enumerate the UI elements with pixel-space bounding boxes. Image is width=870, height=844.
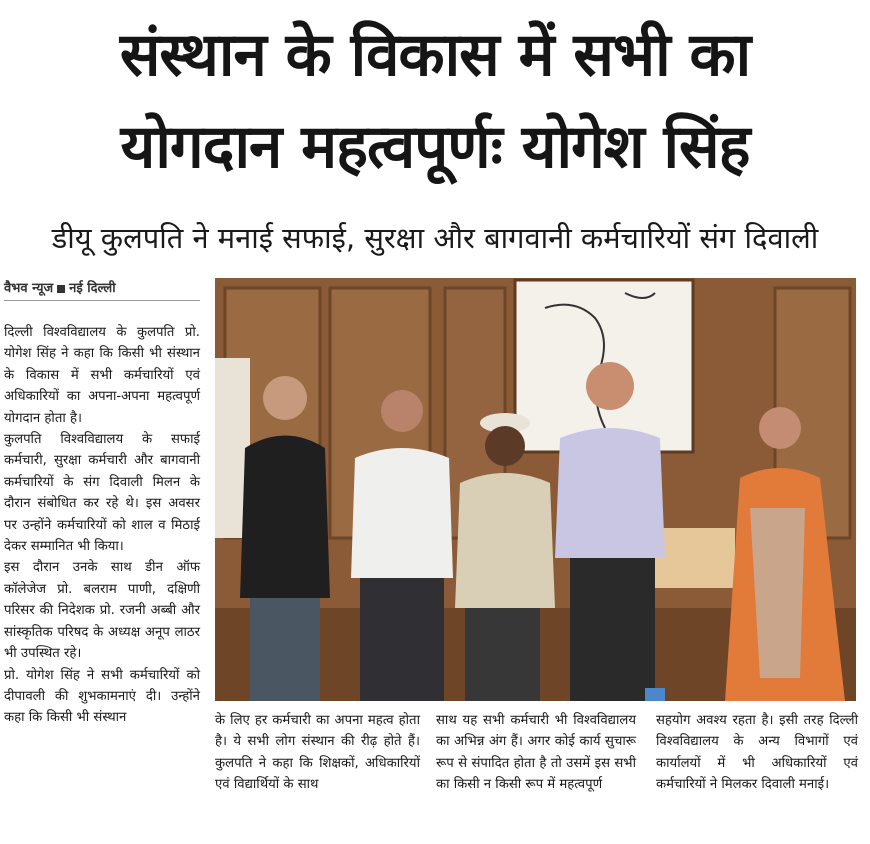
news-photo (215, 278, 856, 701)
headline-line-2: योगदान महत्वपूर्णः योगेश सिंह (120, 112, 750, 182)
article-column-2: के लिए हर कर्मचारी का अपना महत्व होता है। ये सभी लोग संस्थान की रीढ़ होते हैं। कुलपति ने कहा कि शिक्षकों, अधिकारियों एवं विद्यार्थियों के साथ (215, 713, 420, 793)
byline-agency: वैभव न्यूज (4, 281, 54, 296)
subheadline: डीयू कुलपति ने मनाई सफाई, सुरक्षा और बागवानी कर्मचारियों संग दिवाली (51, 221, 819, 255)
separator-square-icon (57, 285, 65, 293)
byline-place: नई दिल्ली (69, 281, 116, 296)
article-column-4: सहयोग अवश्य रहता है। इसी तरह दिल्ली विश्वविद्यालय के अन्य विभागों एवं कार्यालयों में भी अधिकारियों एवं कर्मचारियों ने मिलकर दिवाली मनाई। (656, 713, 858, 793)
photo-illustration (215, 278, 856, 701)
article-column-1 (4, 322, 200, 729)
article-paragraph: इस दौरान उनके साथ डीन ऑफ कॉलेजेज प्रो. बलराम पाणी, दक्षिणी परिसर की निदेशक प्रो. रजनी अब्बी और सांस्कृतिक परिषद के अध्यक्ष अनूप लाठर भी उपस्थित रहे। (4, 560, 200, 662)
article-paragraph: दिल्ली विश्वविद्यालय के कुलपति प्रो. योगेश सिंह ने कहा कि किसी भी संस्थान के विकास में सभी कर्मचारियों एवं अधिकारियों का अपना-अपना महत्वपूर्ण योगदान होता है। (4, 325, 200, 426)
article-paragraph: प्रो. योगेश सिंह ने सभी कर्मचारियों को दीपावली की शुभकामनाएं दी। उन्होंने कहा कि किसी भी संस्थान (4, 667, 200, 726)
article-column-3: साथ यह सभी कर्मचारी भी विश्वविद्यालय का अभिन्न अंग हैं। अगर कोई कार्य सुचारू रूप से संपादित होता है तो उसमें इस सभी का किसी न किसी रूप में महत्वपूर्ण (436, 713, 636, 793)
byline (4, 278, 200, 301)
article-paragraph: कुलपति विश्वविद्यालय के सफाई कर्मचारी, सुरक्षा कर्मचारी और बागवानी कर्मचारियों के संग दिवाली मिलन के दौरान संबोधित कर रहे थे। इस अवसर पर उन्होंने कर्मचारियों को शाल व मिठाई देकर सम्मानित भी किया। (4, 432, 200, 555)
headline-line-1: संस्थान के विकास में सभी का (119, 20, 751, 90)
